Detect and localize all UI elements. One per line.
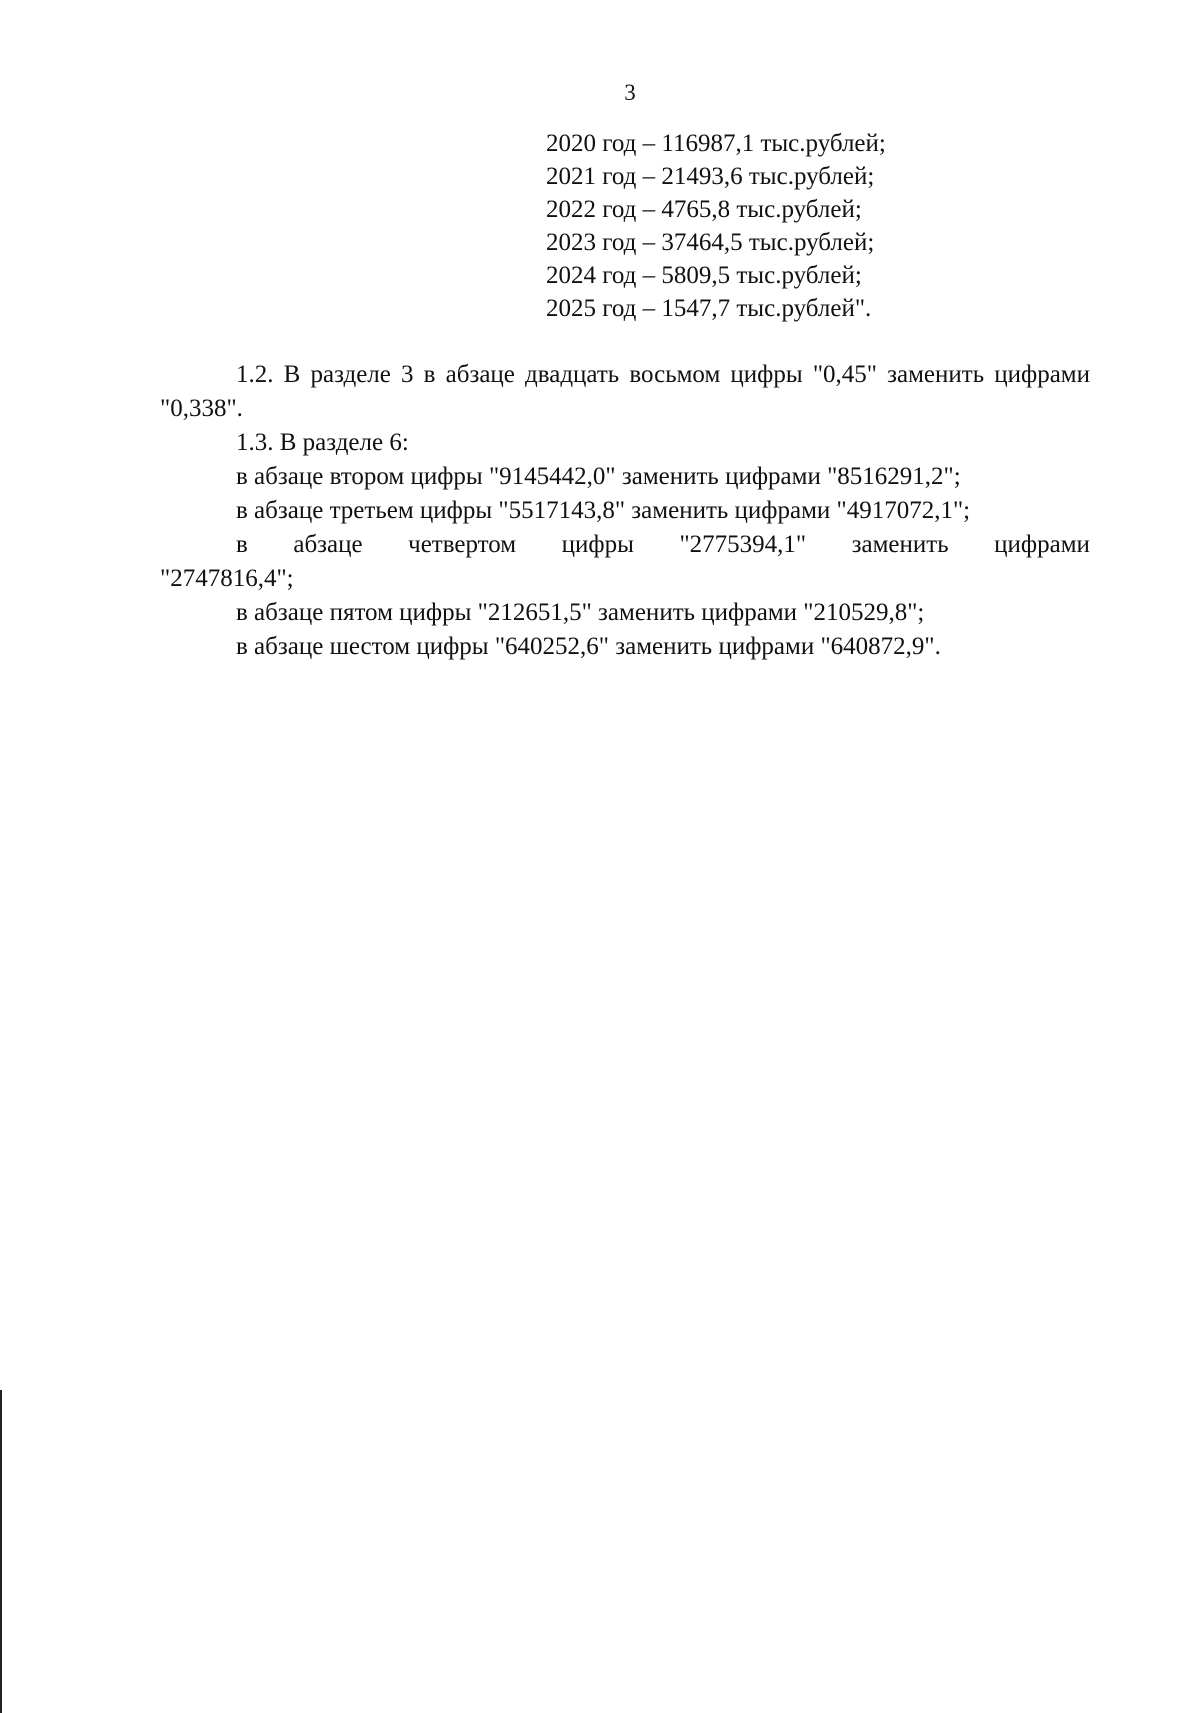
page-number: 3 xyxy=(624,80,636,105)
paragraph-1-3-third: в абзаце третьем цифры "5517143,8" заменить цифрами "4917072,1"; xyxy=(236,497,971,524)
funding-line-2025: 2025 год – 1547,7 тыс.рублей". xyxy=(546,295,872,322)
paragraph-1-2: 1.2. В разделе 3 в абзаце двадцать восьмом цифры "0,45" заменить цифрами "0,338". xyxy=(160,361,1090,422)
word: "2775394,1" xyxy=(679,531,807,558)
funding-line-2023: 2023 год – 37464,5 тыс.рублей; xyxy=(546,229,875,256)
funding-line-2020: 2020 год – 116987,1 тыс.рублей; xyxy=(546,130,886,157)
word: в xyxy=(236,531,248,558)
scan-edge-line xyxy=(0,1390,2,1713)
paragraph-1-3: 1.3. В разделе 6: xyxy=(236,429,409,456)
word: цифры xyxy=(561,531,634,558)
paragraph-1-3-fourth-line xyxy=(160,528,1090,562)
funding-by-year-list xyxy=(546,127,886,325)
paragraph-1-3-sixth: в абзаце шестом цифры "640252,6" заменить цифрами "640872,9". xyxy=(236,633,941,660)
word: четвертом xyxy=(408,531,517,558)
funding-line-2024: 2024 год – 5809,5 тыс.рублей; xyxy=(546,262,862,289)
amendment-text xyxy=(160,358,1090,664)
paragraph-1-3-fourth xyxy=(160,528,1090,596)
word: заменить xyxy=(851,531,949,558)
funding-line-2022: 2022 год – 4765,8 тыс.рублей; xyxy=(546,196,862,223)
paragraph-1-3-second: в абзаце втором цифры "9145442,0" заменить цифрами "8516291,2"; xyxy=(236,463,961,490)
paragraph-1-3-fourth-continuation: "2747816,4"; xyxy=(160,565,294,592)
word: цифрами xyxy=(994,531,1090,558)
paragraph-1-3-fifth: в абзаце пятом цифры "212651,5" заменить цифрами "210529,8"; xyxy=(236,599,925,626)
word: абзаце xyxy=(293,531,363,558)
funding-line-2021: 2021 год – 21493,6 тыс.рублей; xyxy=(546,163,875,190)
